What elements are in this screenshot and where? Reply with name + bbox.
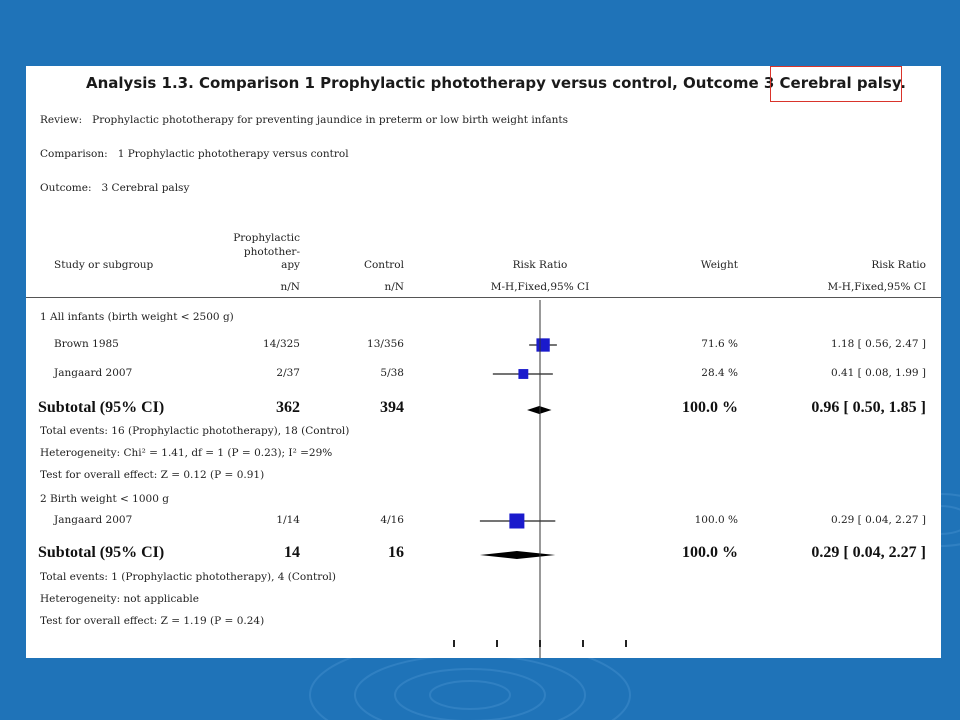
subgroup-note: Test for overall effect: Z = 0.12 (P = 0.91)	[40, 469, 265, 481]
header-treatment-sub: n/N	[280, 281, 300, 293]
effect-square	[509, 514, 524, 529]
subgroup-heading: 1 All infants (birth weight < 2500 g)	[40, 311, 234, 323]
subtotal-control: 16	[388, 544, 404, 561]
subgroup-note: Test for overall effect: Z = 1.19 (P = 0.24)	[40, 615, 265, 627]
subgroup-heading: 2 Birth weight < 1000 g	[40, 493, 169, 505]
review-value: Prophylactic phototherapy for preventing jaundice in preterm or low birth weight infants	[92, 114, 568, 126]
header-risk-ratio: Risk Ratio	[512, 259, 568, 271]
outcome-label: Outcome:	[40, 182, 92, 194]
subtotal-weight: 100.0 %	[682, 399, 738, 416]
study-weight: 100.0 %	[694, 514, 738, 526]
study-control-events: 4/16	[380, 514, 404, 526]
study-control-events: 5/38	[380, 367, 404, 379]
header-control: Control	[363, 259, 404, 271]
header-treatment-line2: photother-	[243, 246, 300, 258]
subtotal-label: Subtotal (95% CI)	[38, 399, 165, 416]
study-name: Jangaard 2007	[54, 367, 133, 379]
header-treatment-line3: apy	[281, 259, 300, 271]
study-ci-text: 0.29 [ 0.04, 2.27 ]	[830, 514, 926, 526]
subtotal-ci-text: 0.96 [ 0.50, 1.85 ]	[811, 399, 926, 416]
header-control-sub: n/N	[384, 281, 404, 293]
header-risk-ratio-2: Risk Ratio	[871, 259, 926, 271]
review-label: Review:	[40, 114, 83, 126]
subtotal-weight: 100.0 %	[682, 544, 738, 561]
study-treatment-events: 2/37	[276, 367, 300, 379]
comparison-value: 1 Prophylactic phototherapy versus control	[117, 148, 349, 160]
study-treatment-events: 1/14	[276, 514, 300, 526]
effect-square	[536, 338, 549, 351]
subtotal-treatment: 362	[276, 399, 300, 416]
subtotal-diamond	[480, 551, 555, 559]
effect-square	[518, 369, 528, 379]
subgroup-note: Heterogeneity: not applicable	[40, 593, 199, 605]
subtotal-diamond	[527, 406, 551, 414]
header-treatment-line1: Prophylactic	[233, 232, 300, 244]
subtotal-control: 394	[380, 399, 404, 416]
analysis-panel	[26, 66, 941, 658]
subgroup-note: Total events: 16 (Prophylactic phototherapy), 18 (Control)	[40, 425, 350, 437]
forest-plot	[26, 66, 941, 658]
study-name: Brown 1985	[54, 338, 119, 350]
header-weight: Weight	[700, 259, 738, 271]
subtotal-ci-text: 0.29 [ 0.04, 2.27 ]	[811, 544, 926, 561]
header-study: Study or subgroup	[54, 259, 154, 271]
study-weight: 28.4 %	[701, 367, 738, 379]
study-weight: 71.6 %	[701, 338, 738, 350]
study-control-events: 13/356	[367, 338, 404, 350]
study-name: Jangaard 2007	[54, 514, 133, 526]
header-risk-ratio-2-sub: M-H,Fixed,95% CI	[827, 281, 926, 293]
subtotal-label: Subtotal (95% CI)	[38, 544, 165, 561]
subtotal-treatment: 14	[284, 544, 300, 561]
study-treatment-events: 14/325	[263, 338, 300, 350]
subgroup-note: Heterogeneity: Chi² = 1.41, df = 1 (P = 0.23); I² =29%	[40, 447, 333, 459]
outcome-value: 3 Cerebral palsy	[101, 182, 190, 194]
comparison-label: Comparison:	[40, 148, 108, 160]
subgroup-note: Total events: 1 (Prophylactic phototherapy), 4 (Control)	[40, 571, 337, 583]
study-ci-text: 1.18 [ 0.56, 2.47 ]	[830, 338, 926, 350]
header-risk-ratio-sub: M-H,Fixed,95% CI	[490, 281, 590, 293]
analysis-title: Analysis 1.3. Comparison 1 Prophylactic phototherapy versus control, Outcome 3 Cerebral palsy.	[86, 74, 906, 92]
study-ci-text: 0.41 [ 0.08, 1.99 ]	[830, 367, 926, 379]
